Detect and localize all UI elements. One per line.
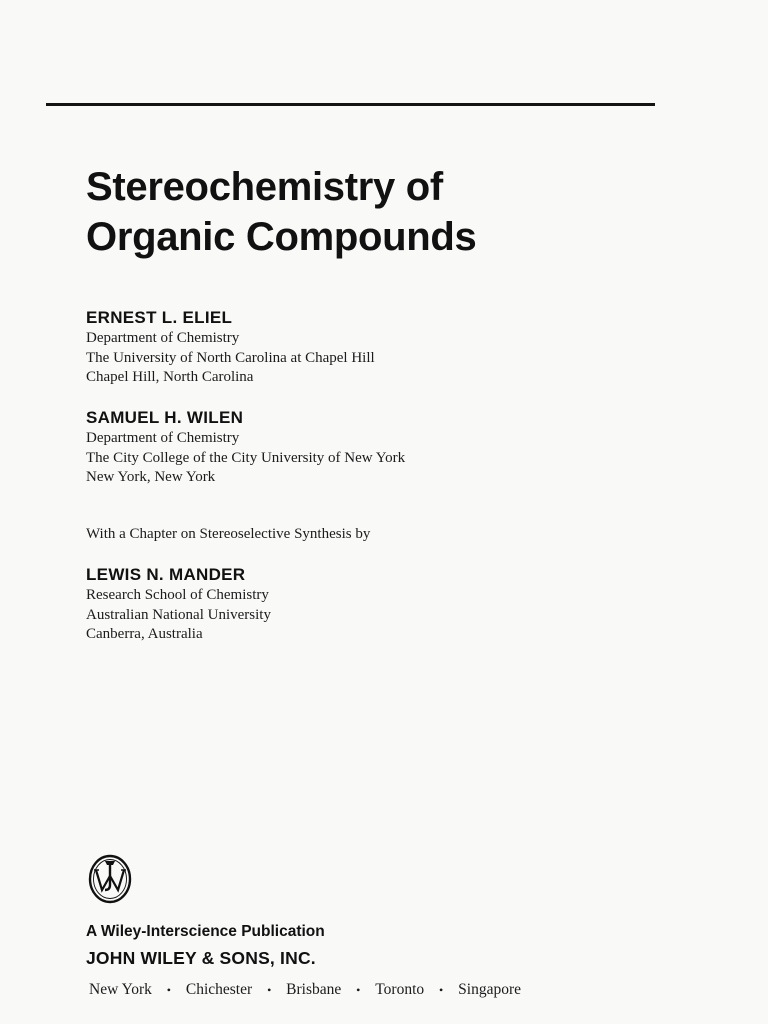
city-separator: • — [356, 983, 361, 997]
author-name: SAMUEL H. WILEN — [86, 408, 244, 427]
city-brisbane: Brisbane — [286, 981, 342, 998]
affiliation-line: Chapel Hill, North Carolina — [86, 369, 254, 385]
affiliation-line: The City College of the City University of New York — [86, 449, 406, 466]
city-singapore: Singapore — [458, 981, 521, 998]
book-title-line-2: Organic Compounds — [86, 215, 477, 259]
author-name: ERNEST L. ELIEL — [86, 308, 233, 327]
author-affiliation — [86, 429, 405, 488]
publisher-name: JOHN WILEY & SONS, INC. — [86, 948, 316, 968]
affiliation-line: Australian National University — [86, 606, 271, 623]
affiliation-line: Canberra, Australia — [86, 626, 203, 642]
city-toronto: Toronto — [375, 981, 425, 998]
author-affiliation — [86, 329, 375, 388]
book-title-line-1: Stereochemistry of — [86, 165, 443, 209]
author-wilen — [86, 407, 405, 488]
affiliation-line: New York, New York — [86, 469, 216, 485]
city-new-york: New York — [89, 981, 152, 998]
city-separator: • — [166, 983, 171, 997]
affiliation-line: Research School of Chemistry — [86, 587, 269, 603]
chapter-note: With a Chapter on Stereoselective Synthesis by — [86, 526, 371, 542]
wiley-logo-icon — [86, 852, 134, 904]
affiliation-line: Department of Chemistry — [86, 330, 240, 346]
author-eliel — [86, 307, 375, 388]
publisher-cities — [89, 980, 629, 1000]
affiliation-line: The University of North Carolina at Chapel Hill — [86, 349, 375, 366]
city-separator: • — [439, 983, 444, 997]
publication-line: A Wiley-Interscience Publication — [86, 923, 325, 940]
author-mander — [86, 564, 271, 645]
author-affiliation — [86, 586, 271, 645]
city-chichester: Chichester — [185, 981, 253, 998]
book-title — [86, 162, 476, 262]
affiliation-line: Department of Chemistry — [86, 430, 240, 446]
city-separator: • — [267, 983, 272, 997]
author-name: LEWIS N. MANDER — [86, 565, 246, 584]
top-rule — [46, 103, 655, 106]
